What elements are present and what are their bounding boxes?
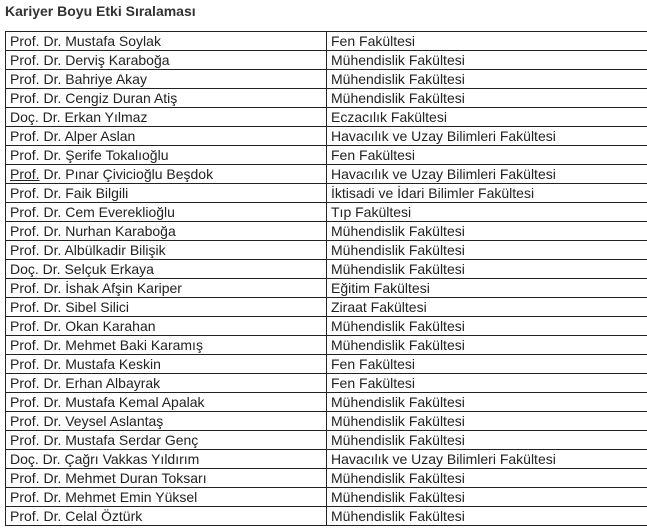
table-row — [6, 412, 647, 431]
faculty-cell: Mühendislik Fakültesi — [327, 393, 647, 412]
table-row — [6, 355, 647, 374]
name-cell: Prof. Dr. Erhan Albayrak — [6, 374, 327, 393]
faculty-cell: Fen Fakültesi — [327, 146, 647, 165]
table-row — [6, 222, 647, 241]
name-title-link[interactable]: Prof. — [10, 166, 40, 182]
name-cell: Prof. Dr. Celal Öztürk — [6, 507, 327, 526]
faculty-cell: İktisadi ve İdari Bilimler Fakültesi — [327, 184, 647, 203]
faculty-cell: Mühendislik Fakültesi — [327, 241, 647, 260]
table-row — [6, 488, 647, 507]
table-row — [6, 317, 647, 336]
name-cell: Prof. Dr. Faik Bilgili — [6, 184, 327, 203]
name-cell: Prof. Dr. Mehmet Baki Karamış — [6, 336, 327, 355]
table-row — [6, 51, 647, 70]
name-cell: Prof. Dr. Alper Aslan — [6, 127, 327, 146]
table-row — [6, 32, 647, 51]
faculty-cell: Mühendislik Fakültesi — [327, 260, 647, 279]
table-row — [6, 241, 647, 260]
faculty-cell: Mühendislik Fakültesi — [327, 222, 647, 241]
faculty-cell: Fen Fakültesi — [327, 32, 647, 51]
name-cell: Prof. Dr. Bahriye Akay — [6, 70, 327, 89]
name-cell: Prof. Dr. Cem Evereklioğlu — [6, 203, 327, 222]
faculty-cell: Eğitim Fakültesi — [327, 279, 647, 298]
table-row — [6, 146, 647, 165]
name-cell — [6, 165, 327, 184]
name-cell: Prof. Dr. Mustafa Kemal Apalak — [6, 393, 327, 412]
name-cell: Prof. Dr. Mehmet Duran Toksarı — [6, 469, 327, 488]
table-row — [6, 184, 647, 203]
name-cell: Prof. Dr. Mustafa Serdar Genç — [6, 431, 327, 450]
table-row — [6, 507, 647, 526]
name-cell: Prof. Dr. Nurhan Karaboğa — [6, 222, 327, 241]
table-row — [6, 260, 647, 279]
faculty-cell: Eczacılık Fakültesi — [327, 108, 647, 127]
faculty-cell: Fen Fakültesi — [327, 355, 647, 374]
name-cell: Prof. Dr. Sibel Silici — [6, 298, 327, 317]
ranking-table — [5, 31, 647, 526]
table-row — [6, 336, 647, 355]
name-cell: Prof. Dr. Cengiz Duran Atiş — [6, 89, 327, 108]
table-row — [6, 469, 647, 488]
faculty-cell: Tıp Fakültesi — [327, 203, 647, 222]
faculty-cell: Mühendislik Fakültesi — [327, 431, 647, 450]
table-row — [6, 298, 647, 317]
page-title: Kariyer Boyu Etki Sıralaması — [5, 3, 196, 19]
faculty-cell: Havacılık ve Uzay Bilimleri Fakültesi — [327, 450, 647, 469]
table-row — [6, 165, 647, 184]
table-row — [6, 70, 647, 89]
table-row — [6, 89, 647, 108]
name-cell: Prof. Dr. İshak Afşin Kariper — [6, 279, 327, 298]
name-cell: Prof. Dr. Şerife Tokalıoğlu — [6, 146, 327, 165]
name-cell: Doç. Dr. Erkan Yılmaz — [6, 108, 327, 127]
table-row — [6, 374, 647, 393]
name-cell: Prof. Dr. Mustafa Soylak — [6, 32, 327, 51]
name-cell: Prof. Dr. Mustafa Keskin — [6, 355, 327, 374]
name-cell: Doç. Dr. Selçuk Erkaya — [6, 260, 327, 279]
faculty-cell: Mühendislik Fakültesi — [327, 469, 647, 488]
faculty-cell: Mühendislik Fakültesi — [327, 317, 647, 336]
table-row — [6, 279, 647, 298]
name-cell: Prof. Dr. Derviş Karaboğa — [6, 51, 327, 70]
name-cell: Doç. Dr. Çağrı Vakkas Yıldırım — [6, 450, 327, 469]
faculty-cell: Mühendislik Fakültesi — [327, 488, 647, 507]
faculty-cell: Ziraat Fakültesi — [327, 298, 647, 317]
faculty-cell: Mühendislik Fakültesi — [327, 89, 647, 108]
faculty-cell: Mühendislik Fakültesi — [327, 507, 647, 526]
name-cell: Prof. Dr. Veysel Aslantaş — [6, 412, 327, 431]
faculty-cell: Mühendislik Fakültesi — [327, 336, 647, 355]
name-cell: Prof. Dr. Albülkadir Bilişik — [6, 241, 327, 260]
faculty-cell: Havacılık ve Uzay Bilimleri Fakültesi — [327, 165, 647, 184]
faculty-cell: Mühendislik Fakültesi — [327, 51, 647, 70]
faculty-cell: Fen Fakültesi — [327, 374, 647, 393]
table-row — [6, 393, 647, 412]
table-row — [6, 431, 647, 450]
faculty-cell: Mühendislik Fakültesi — [327, 70, 647, 89]
name-rest: Dr. Pınar Çivicioğlu Beşdok — [39, 166, 214, 182]
name-cell: Prof. Dr. Mehmet Emin Yüksel — [6, 488, 327, 507]
table-row — [6, 203, 647, 222]
faculty-cell: Havacılık ve Uzay Bilimleri Fakültesi — [327, 127, 647, 146]
faculty-cell: Mühendislik Fakültesi — [327, 412, 647, 431]
table-row — [6, 450, 647, 469]
table-row — [6, 127, 647, 146]
name-cell: Prof. Dr. Okan Karahan — [6, 317, 327, 336]
table-row — [6, 108, 647, 127]
